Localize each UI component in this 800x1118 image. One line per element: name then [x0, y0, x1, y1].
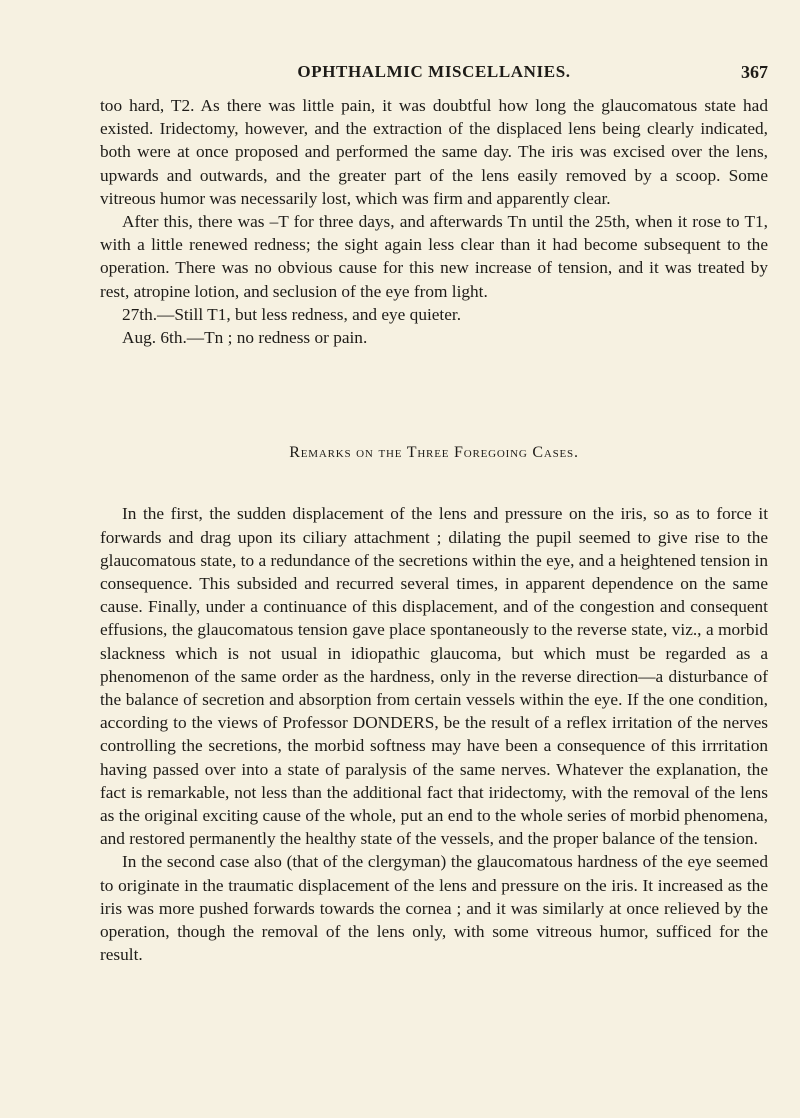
paragraph-continuation: too hard, T2. As there was little pain, it was doubtful how long the glaucomatous state had existed. Iridectomy, however, and the extraction of the displaced lens being clearly indicated, both were at once proposed and performed the same day. The iris was excised over the lens, upwards and outwards, and the greater part of the lens easily removed by a scoop. Some vitreous humor was necessarily lost, which was firm and apparently clear. — [100, 96, 768, 208]
page-number: 367 — [741, 62, 768, 82]
remarks-paragraph-first: In the first, the sudden displacement of the lens and pressure on the iris, so as to force it forwards and drag upon its ciliary attachment ; dilating the pupil seemed to give rise to the glaucomatous state, to a redundance of the secretions within the eye, and a heightened tension in consequence. This subsided and recurred several times, in apparent dependence on the same cause. Finally, under a continuance of this displacement, and of the congestion and consequent effusions, the glaucomatous tension gave place spontaneously to the reverse state, viz., a morbid slackness which is not usual in idiopathic glaucoma, but which must be regarded as a phenomenon of the same order as the hardness, only in the reverse direction—a disturbance of the balance of secretion and absorption from certain vessels within the eye. If the one condition, according to the views of Professor DONDERS, be the result of a reflex irritation of the nerves controlling the secretions, the morbid softness may have been a consequence of this irrritation having passed over into a state of paralysis of the same nerves. Whatever the explanation, the fact is remarkable, not less than the additional fact that iridectomy, with the removal of the lens as the original exciting cause of the whole, put an end to the whole series of morbid phenomena, and restored permanently the healthy state of the vessels, and the proper balance of the tension. — [100, 504, 768, 849]
section-heading: Remarks on the Three Foregoing Cases. — [289, 444, 579, 462]
running-head — [100, 62, 768, 86]
paragraph-after-operation: After this, there was –T for three days, and afterwards Tn until the 25th, when it rose to T1, with a little renewed redness; the sight again less clear than it had become subsequent to the operation. There was no obvious cause for this new increase of tension, and it was treated by rest, atropine lotion, and seclusion of the eye from light. — [100, 212, 768, 301]
body-text — [100, 94, 768, 967]
remarks-paragraph-second: In the second case also (that of the clergyman) the glaucomatous hardness of the eye seemed to originate in the traumatic displacement of the lens and pressure on the iris. It increased as the iris was more pushed forwards towards the cornea ; and it was similarly at once relieved by the operation, though the removal of the lens only, with some vitreous humor, sufficed for the result. — [100, 852, 768, 965]
paragraph-aug-6th: Aug. 6th.—Tn ; no redness or pain. — [122, 328, 368, 348]
paragraph-27th: 27th.—Still T1, but less redness, and eye quieter. — [122, 304, 462, 324]
running-title: OPHTHALMIC MISCELLANIES. — [297, 62, 571, 81]
